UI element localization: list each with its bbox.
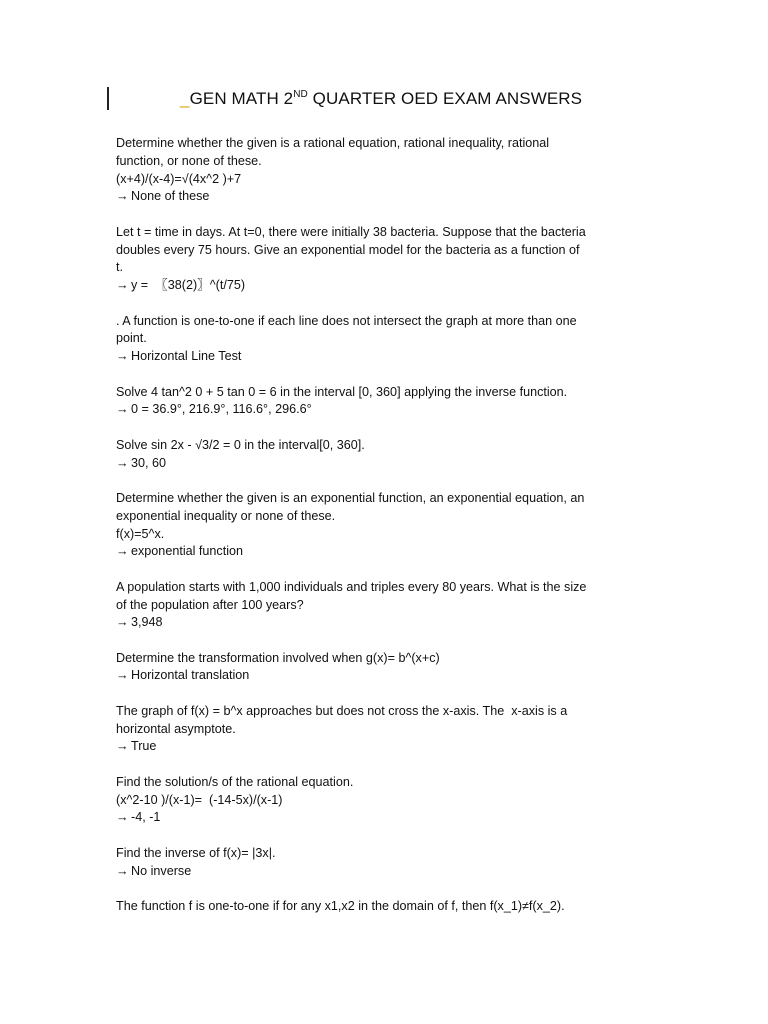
- qa-item: [116, 313, 661, 366]
- answer-line: [116, 277, 661, 295]
- arrow-icon: →: [116, 668, 129, 683]
- answer-line: [116, 809, 661, 827]
- question-line: Find the solution/s of the rational equation.: [116, 774, 354, 789]
- question-line: (x^2-10 )/(x-1)= (-14-5x)/(x-1): [116, 792, 283, 807]
- question-line: The function f is one-to-one if for any x1,x2 in the domain of f, then f(x_1)≠f(x_2).: [116, 899, 565, 914]
- title-superscript: ND: [293, 89, 308, 100]
- answer-text: exponential function: [131, 544, 244, 559]
- answer-text: y = 〖38(2)〗^(t/75): [131, 278, 246, 293]
- qa-item: [116, 437, 661, 473]
- title-underscore: _: [180, 89, 190, 108]
- page-title: [180, 89, 582, 109]
- answer-text: 0 = 36.9°, 216.9°, 116.6°, 296.6°: [131, 402, 312, 417]
- answer-line: [116, 614, 661, 632]
- question-line: Solve sin 2x - √3/2 = 0 in the interval[0, 360].: [116, 437, 365, 452]
- question-line: . A function is one-to-one if each line does not intersect the graph at more than one: [116, 313, 577, 328]
- question-line: Solve 4 tan^2 0 + 5 tan 0 = 6 in the interval [0, 360] applying the inverse function.: [116, 384, 568, 399]
- answer-line: [116, 188, 661, 206]
- question-line: exponential inequality or none of these.: [116, 508, 336, 523]
- qa-item: [116, 650, 661, 686]
- title-rest: QUARTER OED EXAM ANSWERS: [307, 89, 583, 108]
- answer-line: [116, 401, 661, 419]
- answer-text: No inverse: [131, 863, 192, 878]
- qa-item: [116, 898, 661, 916]
- title-main: GEN MATH 2: [189, 89, 294, 108]
- arrow-icon: →: [116, 615, 129, 630]
- question-line: Let t = time in days. At t=0, there were initially 38 bacteria. Suppose that the bacteria: [116, 224, 586, 239]
- answer-text: -4, -1: [131, 810, 161, 825]
- qa-item: [116, 845, 661, 881]
- qa-item: [116, 384, 661, 420]
- qa-item: [116, 703, 661, 756]
- question-line: t.: [116, 260, 123, 275]
- question-line: of the population after 100 years?: [116, 597, 304, 612]
- answer-line: [116, 863, 661, 881]
- arrow-icon: →: [116, 863, 129, 878]
- answer-line: [116, 543, 661, 561]
- arrow-icon: →: [116, 189, 129, 204]
- answer-line: [116, 455, 661, 473]
- qa-item: [116, 224, 661, 295]
- document-body: [116, 135, 661, 933]
- question-line: Find the inverse of f(x)= |3x|.: [116, 845, 276, 860]
- question-line: Determine whether the given is a rational equation, rational inequality, rational: [116, 136, 550, 150]
- answer-text: None of these: [131, 189, 210, 204]
- answer-text: 30, 60: [131, 455, 167, 470]
- arrow-icon: →: [116, 544, 129, 559]
- question-line: Determine the transformation involved when g(x)= b^(x+c): [116, 650, 440, 665]
- question-line: Determine whether the given is an exponential function, an exponential equation, an: [116, 490, 585, 505]
- qa-item: [116, 774, 661, 827]
- arrow-icon: →: [116, 739, 129, 754]
- question-line: f(x)=5^x.: [116, 526, 165, 541]
- qa-item: [116, 579, 661, 632]
- question-line: point.: [116, 331, 147, 346]
- arrow-icon: →: [116, 278, 129, 293]
- question-line: The graph of f(x) = b^x approaches but does not cross the x-axis. The x-axis is a: [116, 703, 568, 718]
- question-line: (x+4)/(x-4)=√(4x^2 )+7: [116, 171, 242, 186]
- arrow-icon: →: [116, 349, 129, 364]
- answer-text: Horizontal Line Test: [131, 349, 242, 364]
- question-line: horizontal asymptote.: [116, 721, 236, 736]
- answer-text: True: [131, 739, 157, 754]
- arrow-icon: →: [116, 455, 129, 470]
- answer-line: [116, 348, 661, 366]
- answer-text: Horizontal translation: [131, 668, 250, 683]
- qa-item: [116, 490, 661, 561]
- answer-line: [116, 738, 661, 756]
- qa-item: [116, 135, 661, 206]
- question-line: function, or none of these.: [116, 153, 262, 168]
- arrow-icon: →: [116, 810, 129, 825]
- arrow-icon: →: [116, 402, 129, 417]
- text-cursor: [107, 87, 109, 110]
- question-line: A population starts with 1,000 individuals and triples every 80 years. What is the size: [116, 579, 587, 594]
- question-line: doubles every 75 hours. Give an exponential model for the bacteria as a function of: [116, 242, 580, 257]
- answer-text: 3,948: [131, 615, 163, 630]
- answer-line: [116, 667, 661, 685]
